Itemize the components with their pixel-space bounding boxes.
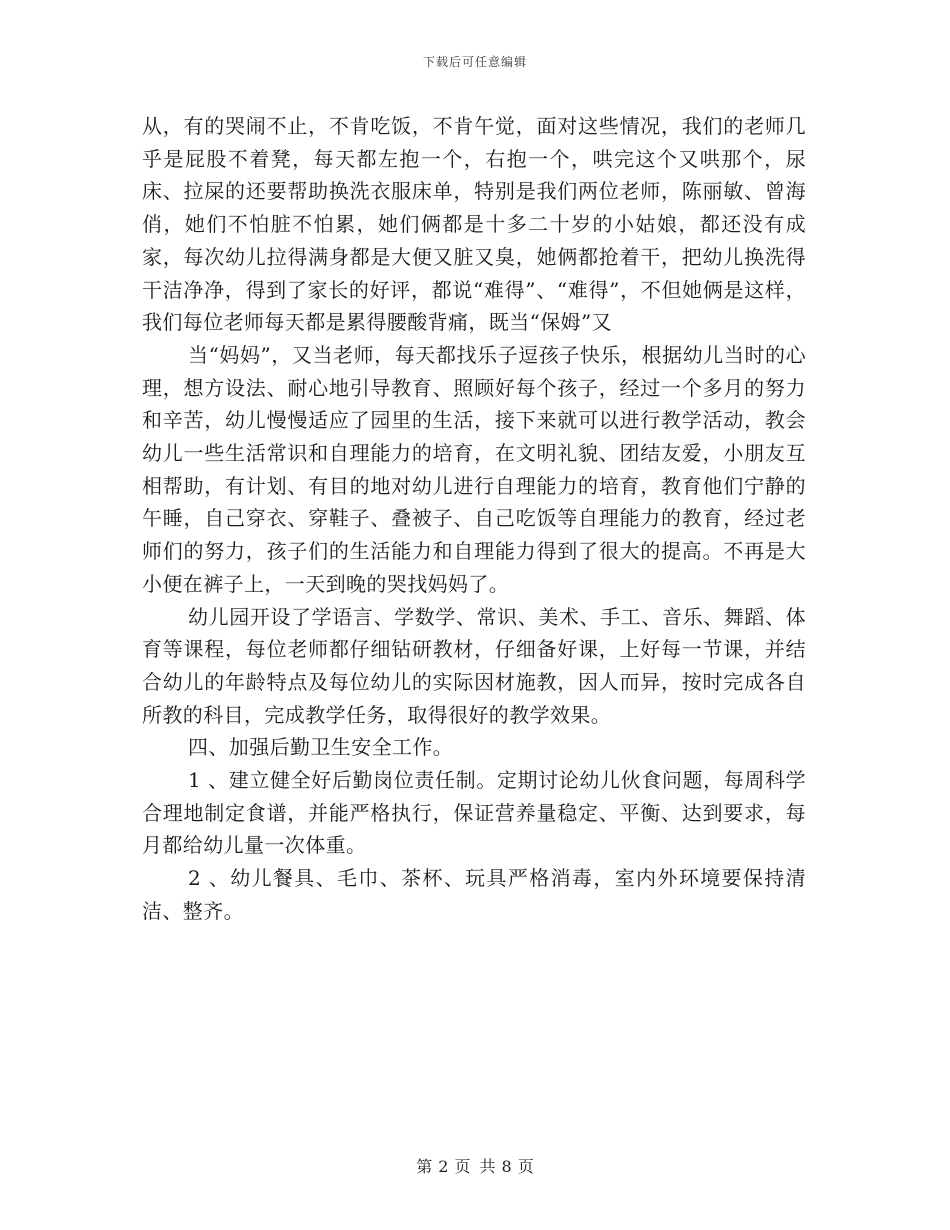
document-body: [142, 110, 806, 928]
download-note-header: 下载后可任意编辑: [422, 55, 527, 69]
section-heading-4: 四、加强后勤卫生安全工作。: [188, 735, 454, 760]
list-item-1: 1 、建立健全好后勤岗位责任制。定期讨论幼儿伙食问题，每周科学合理地制定食谱，并能严格执行，保证营养量稳定、平衡、达到要求，每月都给幼儿量一次体重。: [142, 768, 806, 858]
paragraph-2: 当“妈妈”，又当老师，每天都找乐子逗孩子快乐，根据幼儿当时的心理，想方设法、耐心地引导教育、照顾好每个孩子，经过一个多月的努力和辛苦，幼儿慢慢适应了园里的生活，接下来就可以进行教学活动，教会幼儿一些生活常识和自理能力的培育，在文明礼貌、团结友爱，小朋友互相帮助，有计划、有目的地对幼儿进行自理能力的培育，教育他们宁静的午睡，自己穿衣、穿鞋子、叠被子、自己吃饭等自理能力的教育，经过老师们的努力，孩子们的生活能力和自理能力得到了很大的提高。不再是大小便在裤子上，一天到晚的哭找妈妈了。: [142, 342, 806, 596]
list-item-2: 2 、幼儿餐具、毛巾、茶杯、玩具严格消毒，室内外环境要保持清洁、整齐。: [142, 866, 806, 923]
page-number-footer: [0, 1154, 950, 1177]
paragraph-1: 从，有的哭闹不止，不肯吃饭，不肯午觉，面对这些情况，我们的老师几乎是屁股不着凳，每天都左抱一个，右抱一个，哄完这个又哄那个，尿床、拉屎的还要帮助换洗衣服床单，特别是我们两位老师，陈丽敏、曾海俏，她们不怕脏不怕累，她们俩都是十多二十岁的小姑娘，都还没有成家，每次幼儿拉得满身都是大便又脏又臭，她俩都抢着干，把幼儿换洗得干洁净净，得到了家长的好评，都说“难得”、“难得”，不但她俩是这样，我们每位老师每天都是累得腰酸背痛，既当“保姆”又: [142, 114, 806, 335]
total-pages-number: 8: [501, 1157, 512, 1176]
footer-suffix: 页: [517, 1157, 534, 1176]
footer-prefix: 第: [416, 1157, 433, 1176]
current-page-number: 2: [438, 1157, 449, 1176]
footer-middle: 页 共: [454, 1157, 496, 1176]
paragraph-3: 幼儿园开设了学语言、学数学、常识、美术、手工、音乐、舞蹈、体育等课程，每位老师都仔细钻研教材，仔细备好课，上好每一节课，并结合幼儿的年龄特点及每位幼儿的实际因材施教，因人而异，按时完成各自所教的科目，完成教学任务，取得很好的教学效果。: [142, 604, 806, 727]
